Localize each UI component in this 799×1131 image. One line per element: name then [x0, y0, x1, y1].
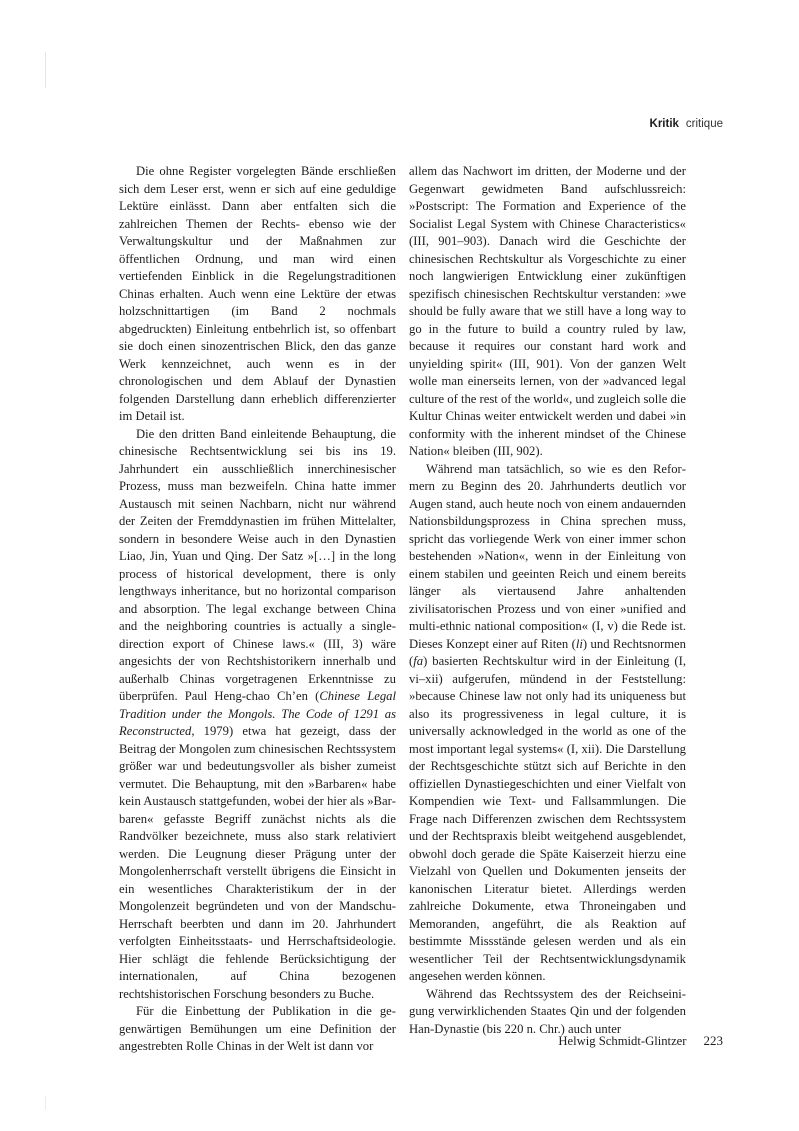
paragraph-text: ) basierten Rechtskultur wird in der Einleitung (I, vi–xii) aufgerufen, mündend in der Feststellung: »because Chinese law not only had its uniqueness but also its progressiveness in legal culture, it is universally acknowledged in the world as one of the most important legal systems« (I, xii). Die Darstellung der Rechtsgeschichte stützt sich auf Berichte in den offiziellen Dynastiegeschichten und einer Vielfalt von Kompendien wie Text- und Fallsammlungen. Die Frage nach Differenzen zwischen dem Rechtssystem und der Rechtspraxis bleibt weitgehend ausgeblendet, obwohl doch gerade die Späte Kaiserzeit hierzu eine Vielzahl von Quellen und Dokumenten jenseits der kanonischen Literatur bietet. Allerdings werden zahlreiche Dokumente, etwa Throneingaben und Memoranden, angeführt, die als Reaktion auf bestimmte Missstände gelesen werden und als ein wesentlicher Teil der Rechtsentwicklungsdynamik angesehen werden können.	[409, 654, 686, 983]
margin-crop-mark-top	[45, 52, 46, 88]
page-footer	[558, 1032, 723, 1050]
paragraph: Die ohne Register vorgelegten Bände erschließen sich dem Leser erst, wenn er sich auf eine geduldige Lektüre einlässt. Dann aber entfalten sich die zahlreichen Themen der Rechts- ebenso wie der Verwaltungskultur und der Maßnahmen zur öffentlichen Ordnung, und man wird einen vertiefenden Einblick in die Regelungstraditionen Chinas erhalten. Auch wenn eine Lektüre der etwas holzschnittartigen (im Band 2 nochmals abgedruckten) Einleitung entbehrlich ist, so offenbart sie doch einen sinozentrischen Blick, den das ganze Werk kennzeichnet, auch wenn es in der chronologischen und dem Ablauf der Dynastien folgenden Darstellung dann erheblich differenzierter im Detail ist.	[119, 164, 396, 423]
footer-author: Helwig Schmidt-Glintzer	[558, 1034, 687, 1048]
margin-crop-mark-bottom	[45, 1096, 46, 1110]
paragraph-text: ) und Rechtsnormen (	[409, 636, 686, 668]
left-text-column	[119, 163, 396, 1056]
paragraph: Für die Einbettung der Publikation in die gegenwärtigen Bemühungen um eine Definition der angestrebten Rolle Chinas in der Welt ist dann vor	[119, 1004, 396, 1053]
paragraph-text: , 1979) etwa hat gezeigt, dass der Beitrag der Mongolen zum chinesischen Rechtssystem größer war und bedeutungsvoller als bisher zumeist vermutet. Die Behauptung, mit den »Barbaren« habe kein Austausch stattgefunden, wobei der hier als »Barbaren« gefasste Begriff zunächst nichts als die Randvölker bezeichnete, muss also stark relativiert werden. Die Leugnung dieser Prägung unter der Mongolenherrschaft verstellt übrigens die Einsicht in ein wesentliches Charakteristikum der in der Mongolenzeit begründeten und von der Mandschu-Herrschaft beerbten und dann im 20. Jahrhundert verfolgten Einheitsstaats- und Herrschaftsideologie. Hier schlägt die fehlende Berücksichtigung der internationalen, auf China bezogenen rechtshistorischen Forschung besonders zu Buche.	[119, 724, 396, 1001]
book-title: Chinese Legal Tradition under the Mongols. The Code of 1291 as Reconstructed	[119, 689, 396, 738]
paragraph-continued: allem das Nachwort im dritten, der Moderne und der Gegenwart gewidmeten Band aufschlussreich: »Postscript: The Formation and Experience of the Socialist Legal System with Chinese Characteristics« (III, 901–903). Danach wird die Geschichte der chinesischen Rechtskultur als Vorgeschichte zu einer noch langwierigen Entwicklung einer zukünftigen spezifisch chinesischen Rechtskultur verstanden: »we should be fully aware that we still have a long way to go in the future to build a country ruled by law, because it requires our constant hard work and unyielding spirit« (III, 901). Von der ganzen Welt wolle man einerseits lernen, von der »advanced legal culture of the rest of the world«, und zugleich solle die Kultur Chinas weiter entwickelt werden und dabei »in conformity with the inherent mindset of the Chinese Nation« bleiben (III, 902).	[409, 164, 686, 458]
running-head	[650, 117, 723, 131]
paragraph	[119, 426, 396, 1004]
running-head-section: Kritik	[649, 118, 679, 130]
paragraph	[409, 461, 686, 986]
right-text-column	[409, 163, 686, 1038]
running-head-subsection: critique	[685, 118, 723, 130]
page-number: 223	[703, 1033, 723, 1048]
paragraph-text: Während man tatsächlich, so wie es den Reformern zu Beginn des 20. Jahrhunderts deutlich vor Augen stand, auch heute noch von einem andauernden Nationsbildungsprozess in China sprechen muss, spricht das vorliegende Werk von einer immer schon bestehenden »Nation«, wenn in der Einleitung von einem stabilen und geeinten Reich und einem bereits länger als viertausend Jahre anhaltenden zivilisatorischen Prozess und von einer »unified and multi-ethnic national composition« (I, v) die Rede ist. Dieses Konzept einer auf Riten (	[409, 461, 686, 651]
term-li: li	[575, 636, 583, 651]
paragraph-text: Die den dritten Band einleitende Behauptung, die chinesische Rechtsentwicklung sei bis ins 19. Jahrhundert ein ausschließlich innerchinesischer Prozess, muss man bezweifeln. China hatte immer Austausch mit seinen Nachbarn, nicht nur während der Zeiten der Fremddynastien im frühen Mittelalter, sondern in besondere Weise auch in den Dynastien Liao, Jin, Yuan und Qing. Der Satz »[…] in the long process of historical development, there is only lengthways inheritance, but no horizontal comparison and absorption. The legal exchange between China and the neighboring countries is actually a single-direction export of Chinese laws.« (III, 3) wäre angesichts der von Rechtshistorikern innerhalb und außerhalb Chinas vorgetragenen Erkenntnisse zu überprüfen. Paul Heng-chao Ch’en (	[119, 426, 396, 703]
term-fa: fa	[413, 654, 424, 668]
paragraph: Während das Rechtssystem des der Reichseinigung verwirklichenden Staates Qin und der folgenden Han-Dynastie (bis 220 n. Chr.) auch unter	[409, 986, 686, 1036]
